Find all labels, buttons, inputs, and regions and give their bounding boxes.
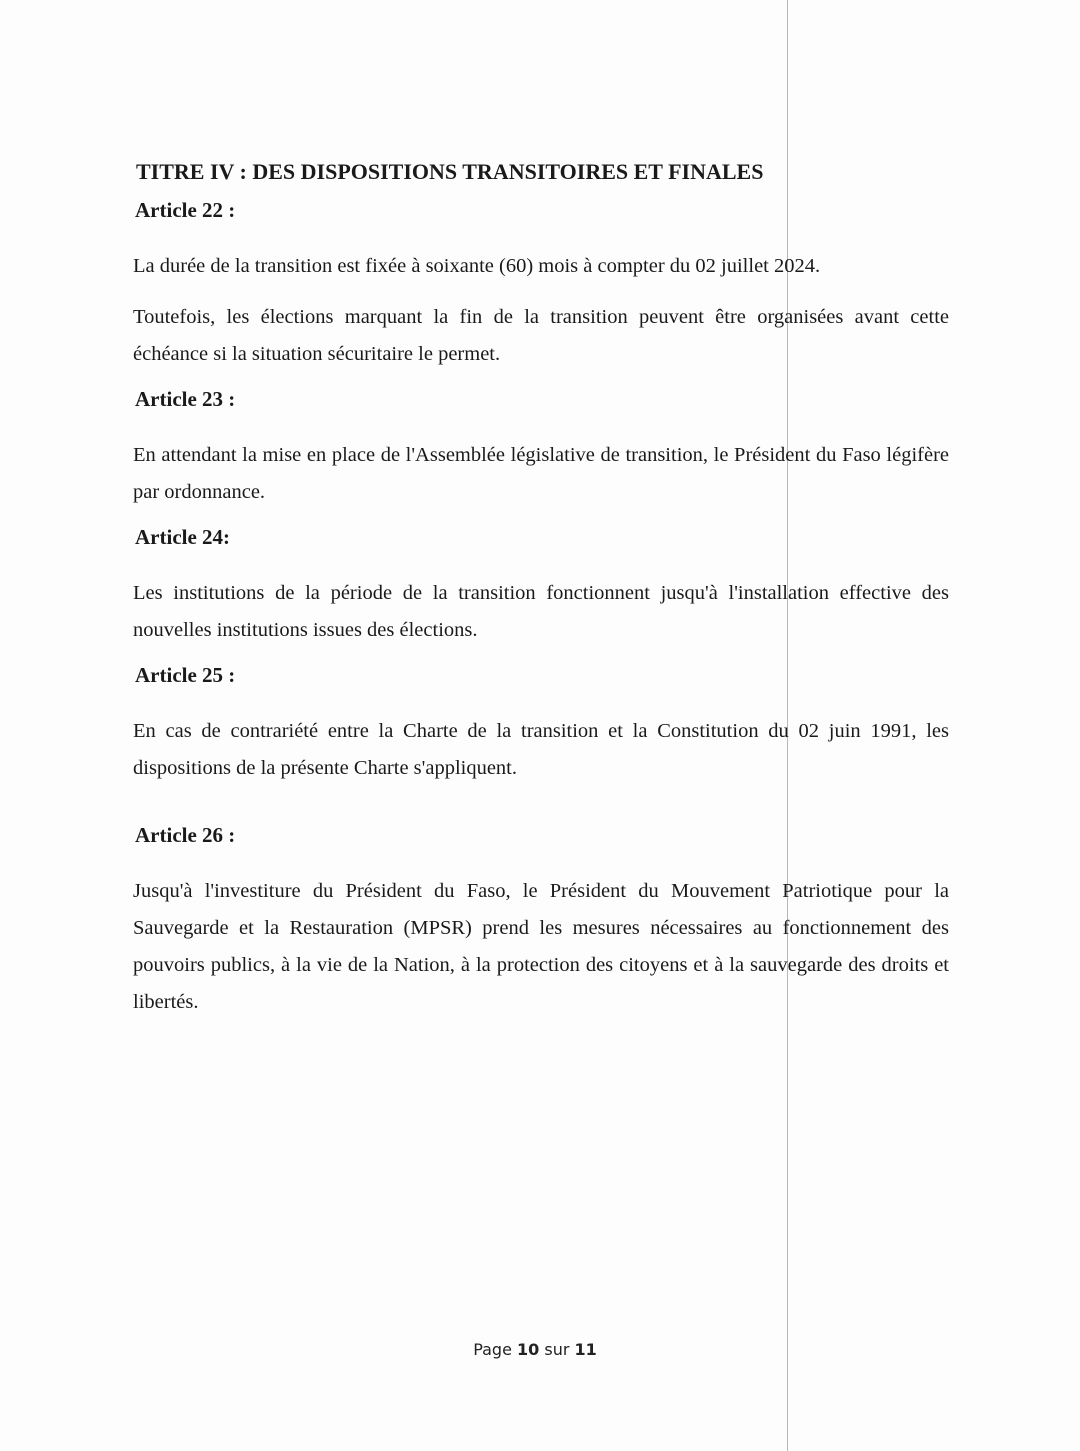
article-title: Article 23 : xyxy=(135,387,236,411)
page-current: 10 xyxy=(517,1340,540,1359)
article-23 xyxy=(133,387,949,511)
article-26 xyxy=(133,823,949,1021)
article-title: Article 25 : xyxy=(135,663,236,687)
article-24 xyxy=(133,525,949,649)
article-paragraph: En cas de contrariété entre la Charte de la transition et la Constitution du 02 juin 1991, les dispositions de la présente Charte s'appliquent. xyxy=(133,720,949,779)
article-25 xyxy=(133,663,949,787)
article-22 xyxy=(133,198,949,373)
page-separator: sur xyxy=(544,1340,570,1359)
page-label: Page xyxy=(473,1340,512,1359)
article-title: Article 24: xyxy=(135,525,231,549)
page-content xyxy=(133,150,949,1035)
article-paragraph: Toutefois, les élections marquant la fin de la transition peuvent être organisées avant cette échéance si la situation sécuritaire le permet. xyxy=(133,306,949,365)
section-heading: TITRE IV : DES DISPOSITIONS TRANSITOIRES ET FINALES xyxy=(136,159,764,184)
article-paragraph: En attendant la mise en place de l'Assemblée législative de transition, le Président du Faso légifère par ordonnance. xyxy=(133,444,949,503)
article-paragraph: Les institutions de la période de la transition fonctionnent jusqu'à l'installation effective des nouvelles institutions issues des élections. xyxy=(133,582,949,641)
article-title: Article 22 : xyxy=(135,198,236,222)
article-title: Article 26 : xyxy=(135,823,236,847)
article-paragraph: La durée de la transition est fixée à soixante (60) mois à compter du 02 juillet 2024. xyxy=(133,255,821,277)
article-paragraph: Jusqu'à l'investiture du Président du Faso, le Président du Mouvement Patriotique pour la Sauvegarde et la Restauration (MPSR) prend les mesures nécessaires au fonctionnement des pouvoirs publics, à la vie de la Nation, à la protection des citoyens et à la sauvegarde des droits et libertés. xyxy=(133,880,949,1013)
page-total: 11 xyxy=(574,1340,597,1359)
page-footer xyxy=(0,1340,1070,1359)
